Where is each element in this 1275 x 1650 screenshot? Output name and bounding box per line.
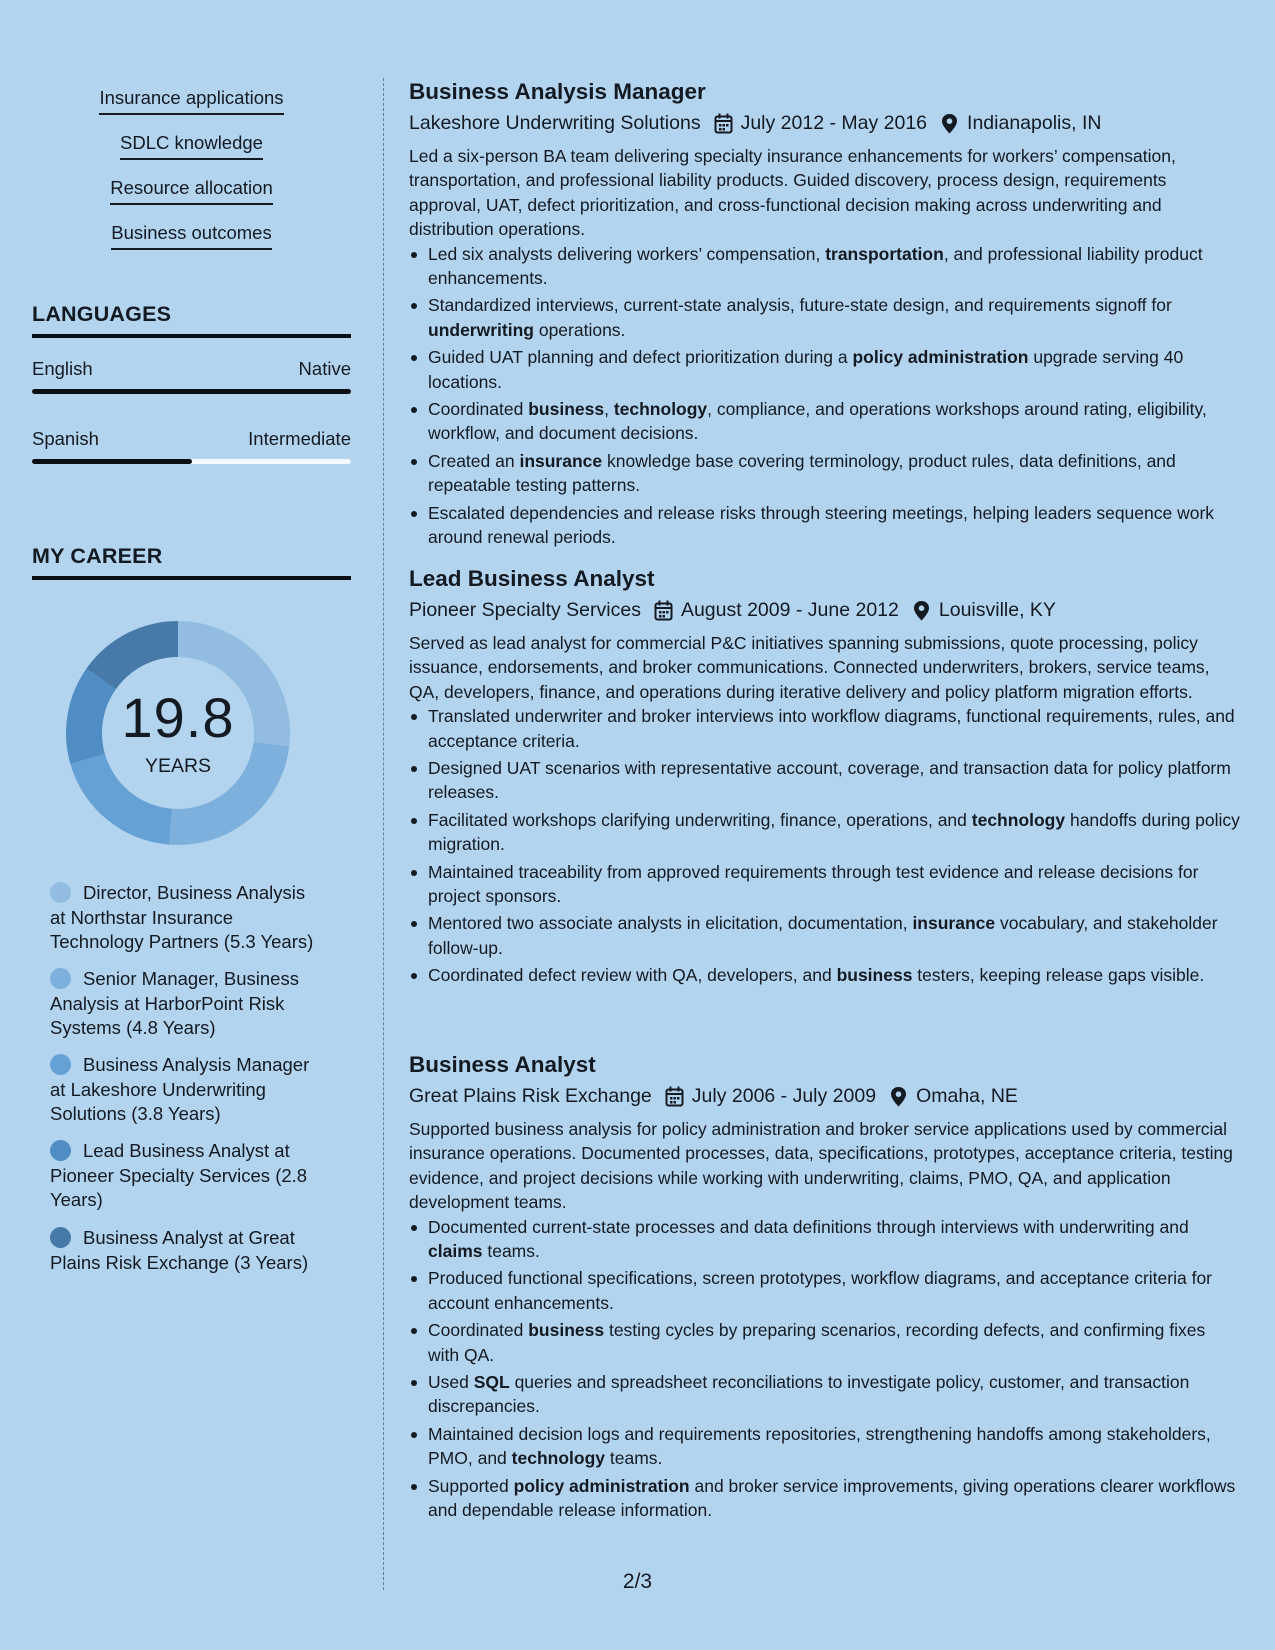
job-achievements xyxy=(409,242,1241,550)
legend-dot xyxy=(50,968,71,989)
achievement-item: Designed UAT scenarios with representative account, coverage, and transaction data for policy platform releases. xyxy=(409,756,1241,805)
language-proficiency-fill xyxy=(32,389,351,394)
achievement-item: Mentored two associate analysts in elicitation, documentation, insurance vocabulary, and stakeholder follow-up. xyxy=(409,911,1241,960)
job-meta xyxy=(409,110,1241,136)
company-name: Great Plains Risk Exchange xyxy=(409,1085,652,1107)
legend-dot xyxy=(50,1227,71,1248)
job-dates: July 2012 - May 2016 xyxy=(740,112,928,134)
career-years-unit: YEARS xyxy=(144,755,212,777)
job-summary: Served as lead analyst for commercial P&C initiatives spanning submissions, quote processing, policy issuance, endorsements, and broker communications. Connected underwriters, brokers, service teams, QA, developers, finance, and operations during iterative delivery and policy platform migration efforts. xyxy=(409,633,1210,702)
company-name: Lakeshore Underwriting Solutions xyxy=(409,112,701,134)
language-level: Intermediate xyxy=(248,428,351,449)
job-meta xyxy=(409,597,1241,623)
career-legend-item xyxy=(50,1226,325,1275)
job-entry xyxy=(409,78,1241,553)
achievement-item: Coordinated business testing cycles by preparing scenarios, recording defects, and confirming fixes with QA. xyxy=(409,1318,1241,1367)
company-name: Pioneer Specialty Services xyxy=(409,599,641,621)
achievement-item: Maintained traceability from approved requirements through test evidence and release decisions for project sponsors. xyxy=(409,860,1241,909)
language-proficiency-fill xyxy=(32,459,192,464)
achievement-item: Led six analysts delivering workers’ compensation, transportation, and professional liability product enhancements. xyxy=(409,242,1241,291)
career-legend-item xyxy=(50,967,325,1041)
achievement-item: Coordinated defect review with QA, developers, and business testers, keeping release gaps visible. xyxy=(409,963,1241,987)
language-row xyxy=(32,428,351,450)
achievement-item: Produced functional specifications, screen prototypes, workflow diagrams, and acceptance criteria for account enhancements. xyxy=(409,1266,1241,1315)
career-legend-item xyxy=(50,1053,325,1127)
location-pin-icon xyxy=(940,113,959,134)
calendar-icon xyxy=(714,113,733,134)
job-location: Omaha, NE xyxy=(916,1085,1018,1107)
skill-label: Business outcomes xyxy=(111,224,271,250)
job-dates: July 2006 - July 2009 xyxy=(691,1085,877,1107)
job-entry xyxy=(409,1051,1241,1526)
job-title: Business Analysis Manager xyxy=(409,79,706,104)
career-legend-item xyxy=(50,881,325,955)
skill-label: SDLC knowledge xyxy=(120,134,263,160)
language-proficiency-bar xyxy=(32,389,351,394)
page-number: 2/3 xyxy=(622,1570,653,1593)
achievement-item: Translated underwriter and broker interviews into workflow diagrams, functional requirements, rules, and acceptance criteria. xyxy=(409,704,1241,753)
legend-dot xyxy=(50,1140,71,1161)
language-proficiency-bar xyxy=(32,459,351,464)
job-meta xyxy=(409,1083,1241,1109)
skill-label: Resource allocation xyxy=(110,179,272,205)
legend-dot xyxy=(50,1054,71,1075)
job-location: Louisville, KY xyxy=(938,599,1056,621)
achievement-item: Guided UAT planning and defect prioritization during a policy administration upgrade serving 40 locations. xyxy=(409,345,1241,394)
legend-label: Lead Business Analyst at Pioneer Specialty Services (2.8 Years) xyxy=(50,1140,308,1210)
column-divider xyxy=(383,78,384,1590)
job-entry xyxy=(409,565,1241,991)
job-achievements xyxy=(409,1215,1241,1523)
achievement-item: Maintained decision logs and requirements repositories, strengthening handoffs among stakeholders, PMO, and technology teams. xyxy=(409,1422,1241,1471)
job-summary: Supported business analysis for policy administration and broker service applications used by commercial insurance operations. Documented processes, data, specifications, prototypes, acceptance criteria, testing evidence, and project decisions while working with underwriting, claims, PMO, QA, and application development teams. xyxy=(409,1119,1233,1213)
calendar-icon xyxy=(665,1086,684,1107)
achievement-item: Facilitated workshops clarifying underwriting, finance, operations, and technology handoffs during policy migration. xyxy=(409,808,1241,857)
achievement-item: Created an insurance knowledge base covering terminology, product rules, data definitions, and repeatable testing patterns. xyxy=(409,449,1241,498)
language-name: Spanish xyxy=(32,428,99,449)
languages-heading: LANGUAGES xyxy=(32,302,351,338)
calendar-icon xyxy=(654,600,673,621)
location-pin-icon xyxy=(912,600,931,621)
skill-tag xyxy=(32,89,351,115)
legend-label: Business Analyst at Great Plains Risk Exchange (3 Years) xyxy=(50,1227,309,1273)
career-heading: MY CAREER xyxy=(32,544,351,580)
achievement-item: Used SQL queries and spreadsheet reconciliations to investigate policy, customer, and transaction discrepancies. xyxy=(409,1370,1241,1419)
achievement-item: Escalated dependencies and release risks through steering meetings, helping leaders sequence work around renewal periods. xyxy=(409,501,1241,550)
legend-label: Director, Business Analysis at Northstar Insurance Technology Partners (5.3 Years) xyxy=(50,882,314,952)
skill-tag xyxy=(32,224,351,250)
achievement-item: Supported policy administration and broker service improvements, giving operations clearer workflows and dependable release information. xyxy=(409,1474,1241,1523)
location-pin-icon xyxy=(889,1086,908,1107)
skill-tag xyxy=(32,134,351,160)
legend-dot xyxy=(50,882,71,903)
skill-tag xyxy=(32,179,351,205)
language-row xyxy=(32,358,351,380)
career-donut-chart xyxy=(66,621,290,845)
legend-label: Senior Manager, Business Analysis at HarborPoint Risk Systems (4.8 Years) xyxy=(50,968,299,1038)
job-dates: August 2009 - June 2012 xyxy=(680,599,899,621)
legend-label: Business Analysis Manager at Lakeshore Underwriting Solutions (3.8 Years) xyxy=(50,1054,310,1124)
achievement-item: Standardized interviews, current-state analysis, future-state design, and requirements signoff for underwriting operations. xyxy=(409,293,1241,342)
career-total-years: 19.8 xyxy=(121,686,235,749)
language-level: Native xyxy=(298,358,351,379)
achievement-item: Coordinated business, technology, compliance, and operations workshops around rating, eligibility, workflow, and document decisions. xyxy=(409,397,1241,446)
career-legend-item xyxy=(50,1139,325,1213)
achievement-item: Documented current-state processes and data definitions through interviews with underwriting and claims teams. xyxy=(409,1215,1241,1264)
language-name: English xyxy=(32,358,93,379)
job-summary: Led a six-person BA team delivering specialty insurance enhancements for workers’ compensation, transportation, and professional liability products. Guided discovery, process design, requirements approval, UAT, defect prioritization, and cross-functional decision making across underwriting and distribution operations. xyxy=(409,146,1176,240)
job-title: Business Analyst xyxy=(409,1052,596,1077)
job-achievements xyxy=(409,704,1241,987)
job-title: Lead Business Analyst xyxy=(409,566,655,591)
job-location: Indianapolis, IN xyxy=(967,112,1102,134)
skill-label: Insurance applications xyxy=(99,89,283,115)
